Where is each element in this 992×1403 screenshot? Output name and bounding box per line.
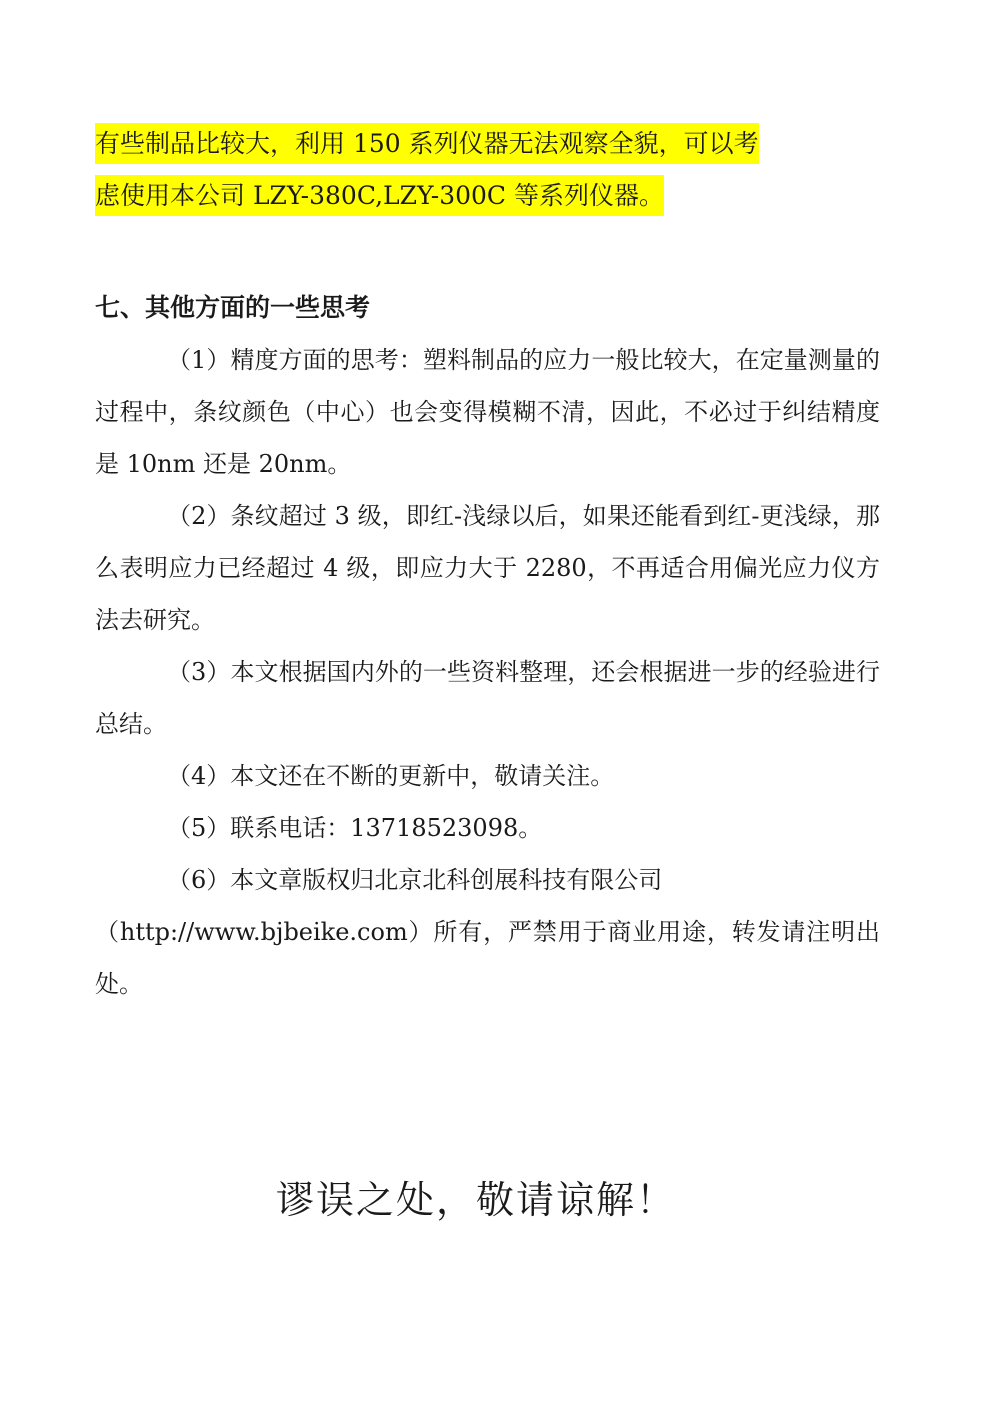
document-body: [95, 118, 880, 1010]
paragraph-copyright: （6）本文章版权归北京北科创展科技有限公司: [167, 866, 663, 894]
paragraph-copyright-continuation: （http://www.bjbeike.com）所有，严禁用于商业用途，转发请注明出处。: [95, 918, 880, 998]
paragraph-fringe-order: （2）条纹超过 3 级，即红-浅绿以后，如果还能看到红-更浅绿，那么表明应力已经超过 4 级，即应力大于 2280，不再适合用偏光应力仪方法去研究。: [95, 502, 880, 634]
paragraph-precision: （1）精度方面的思考：塑料制品的应力一般比较大，在定量测量的过程中，条纹颜色（中心）也会变得模糊不清，因此，不必过于纠结精度是 10nm 还是 20nm。: [95, 346, 880, 478]
highlighted-note: [95, 118, 880, 222]
section-heading: 七、其他方面的一些思考: [95, 293, 371, 322]
paragraph-updates: （4）本文还在不断的更新中，敬请关注。: [167, 762, 615, 790]
highlighted-line-1: 有些制品比较大，利用 150 系列仪器无法观察全貌，可以考: [95, 123, 759, 164]
paragraph-contact: （5）联系电话：13718523098。: [167, 814, 543, 842]
paragraph-sources: （3）本文根据国内外的一些资料整理，还会根据进一步的经验进行总结。: [95, 658, 880, 738]
highlighted-line-2: 虑使用本公司 LZY-380C,LZY-300C 等系列仪器。: [95, 175, 664, 216]
closing-note: 谬误之处，敬请谅解！: [275, 1178, 676, 1222]
